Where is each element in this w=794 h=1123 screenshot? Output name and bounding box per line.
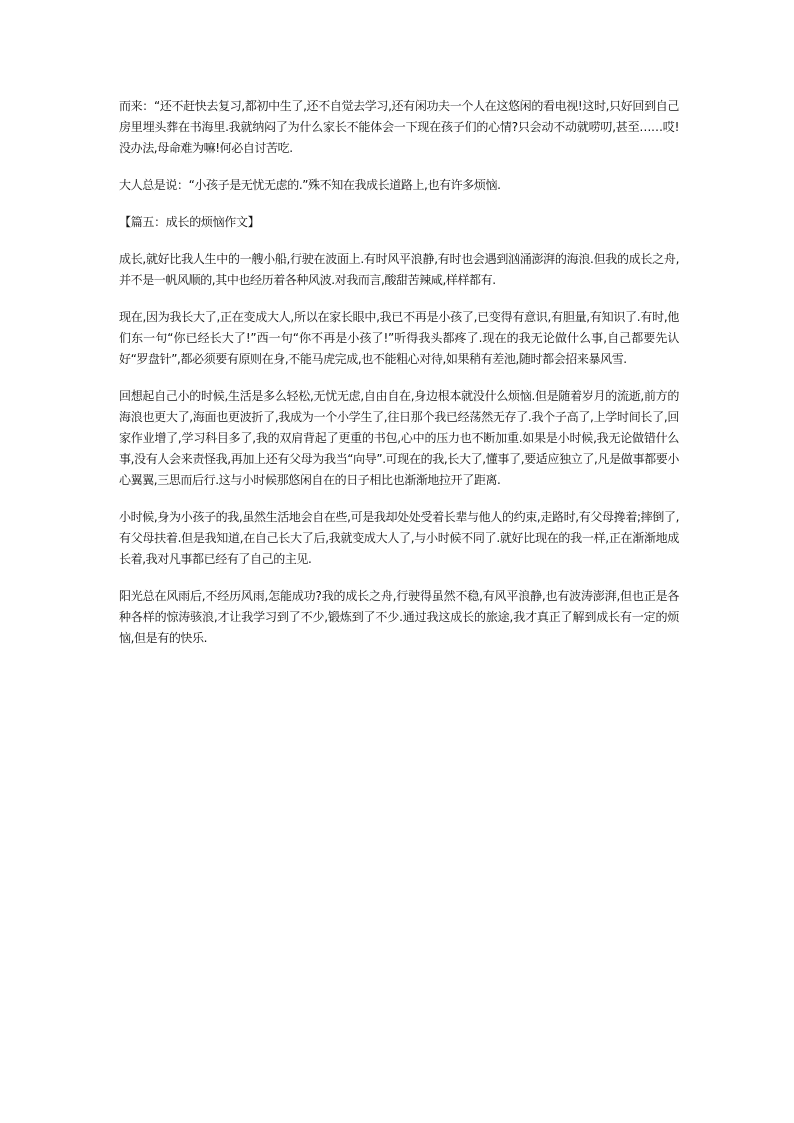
section-title: 【篇五：成长的烦恼作文】	[119, 215, 260, 229]
intro-paragraph-2-label: 大人总是说：	[119, 178, 189, 192]
intro-paragraph-1-label: 而来：	[119, 99, 154, 113]
intro-paragraph-1	[119, 96, 679, 159]
intro-paragraph-1-text: “还不赶快去复习,都初中生了,还不自觉去学习,还有闲功夫一个人在这悠闲的看电视!这时,只好回到自己房里埋头葬在书海里.我就纳闷了为什么家长不能体会一下现在孩子们的心情?只会动不动就唠叨,甚至……哎!没办法,母命难为嘛!何必自讨苦吃.	[119, 99, 679, 155]
body-paragraph-4: 小时候,身为小孩子的我,虽然生活地会自在些,可是我却处处受着长辈与他人的约束,走路时,有父母搀着;摔倒了,有父母扶着.但是我知道,在自己长大了后,我就变成大人了,与小时候不同了.就好比现在的我一样,正在渐渐地成长着,我对凡事都已经有了自己的主见.	[119, 510, 679, 566]
body-paragraph-2: 现在,因为我长大了,正在变成大人,所以在家长眼中,我已不再是小孩了,已变得有意识,有胆量,有知识了.有时,他们东一句“你已经长大了!”西一句“你不再是小孩了!”听得我头都疼了.现在的我无论做什么事,自己都要先认好“罗盘针”,都必须要有原则在身,不能马虎完成,也不能粗心对待,如果稍有差池,随时都会招来暴风雪.	[119, 310, 679, 366]
intro-paragraph-2	[119, 175, 679, 196]
intro-paragraph-2-text: “小孩子是无忧无虑的.”殊不知在我成长道路上,也有许多烦恼.	[188, 178, 501, 192]
document-page	[119, 96, 679, 665]
body-paragraph-3: 回想起自己小的时候,生活是多么轻松,无忧无虑,自由自在,身边根本就没什么烦恼.但是随着岁月的流逝,前方的海浪也更大了,海面也更波折了,我成为一个小学生了,往日那个我已经荡然无存了.我个子高了,上学时间长了,回家作业增了,学习科目多了,我的双肩背起了更重的书包,心中的压力也不断加重.如果是小时候,我无论做错什么事,没有人会来责怪我,再加上还有父母为我当“向导”.可现在的我,长大了,懂事了,要适应独立了,凡是做事都要小心翼翼,三思而后行.这与小时候那悠闲自在的日子相比也渐渐地拉开了距离.	[119, 389, 679, 487]
body-paragraph-5: 阳光总在风雨后,不经历风雨,怎能成功?我的成长之舟,行驶得虽然不稳,有风平浪静,也有波涛澎湃,但也正是各种各样的惊涛骇浪,才让我学习到了不少,锻炼到了不少.通过我这成长的旅途,我才真正了解到成长有一定的烦恼,但是有的快乐.	[119, 589, 679, 645]
body-paragraph-1: 成长,就好比我人生中的一艘小船,行驶在波面上.有时风平浪静,有时也会遇到汹涌澎湃的海浪.但我的成长之舟,并不是一帆风顺的,其中也经历着各种风波.对我而言,酸甜苦辣咸,样样都有.	[119, 252, 679, 287]
